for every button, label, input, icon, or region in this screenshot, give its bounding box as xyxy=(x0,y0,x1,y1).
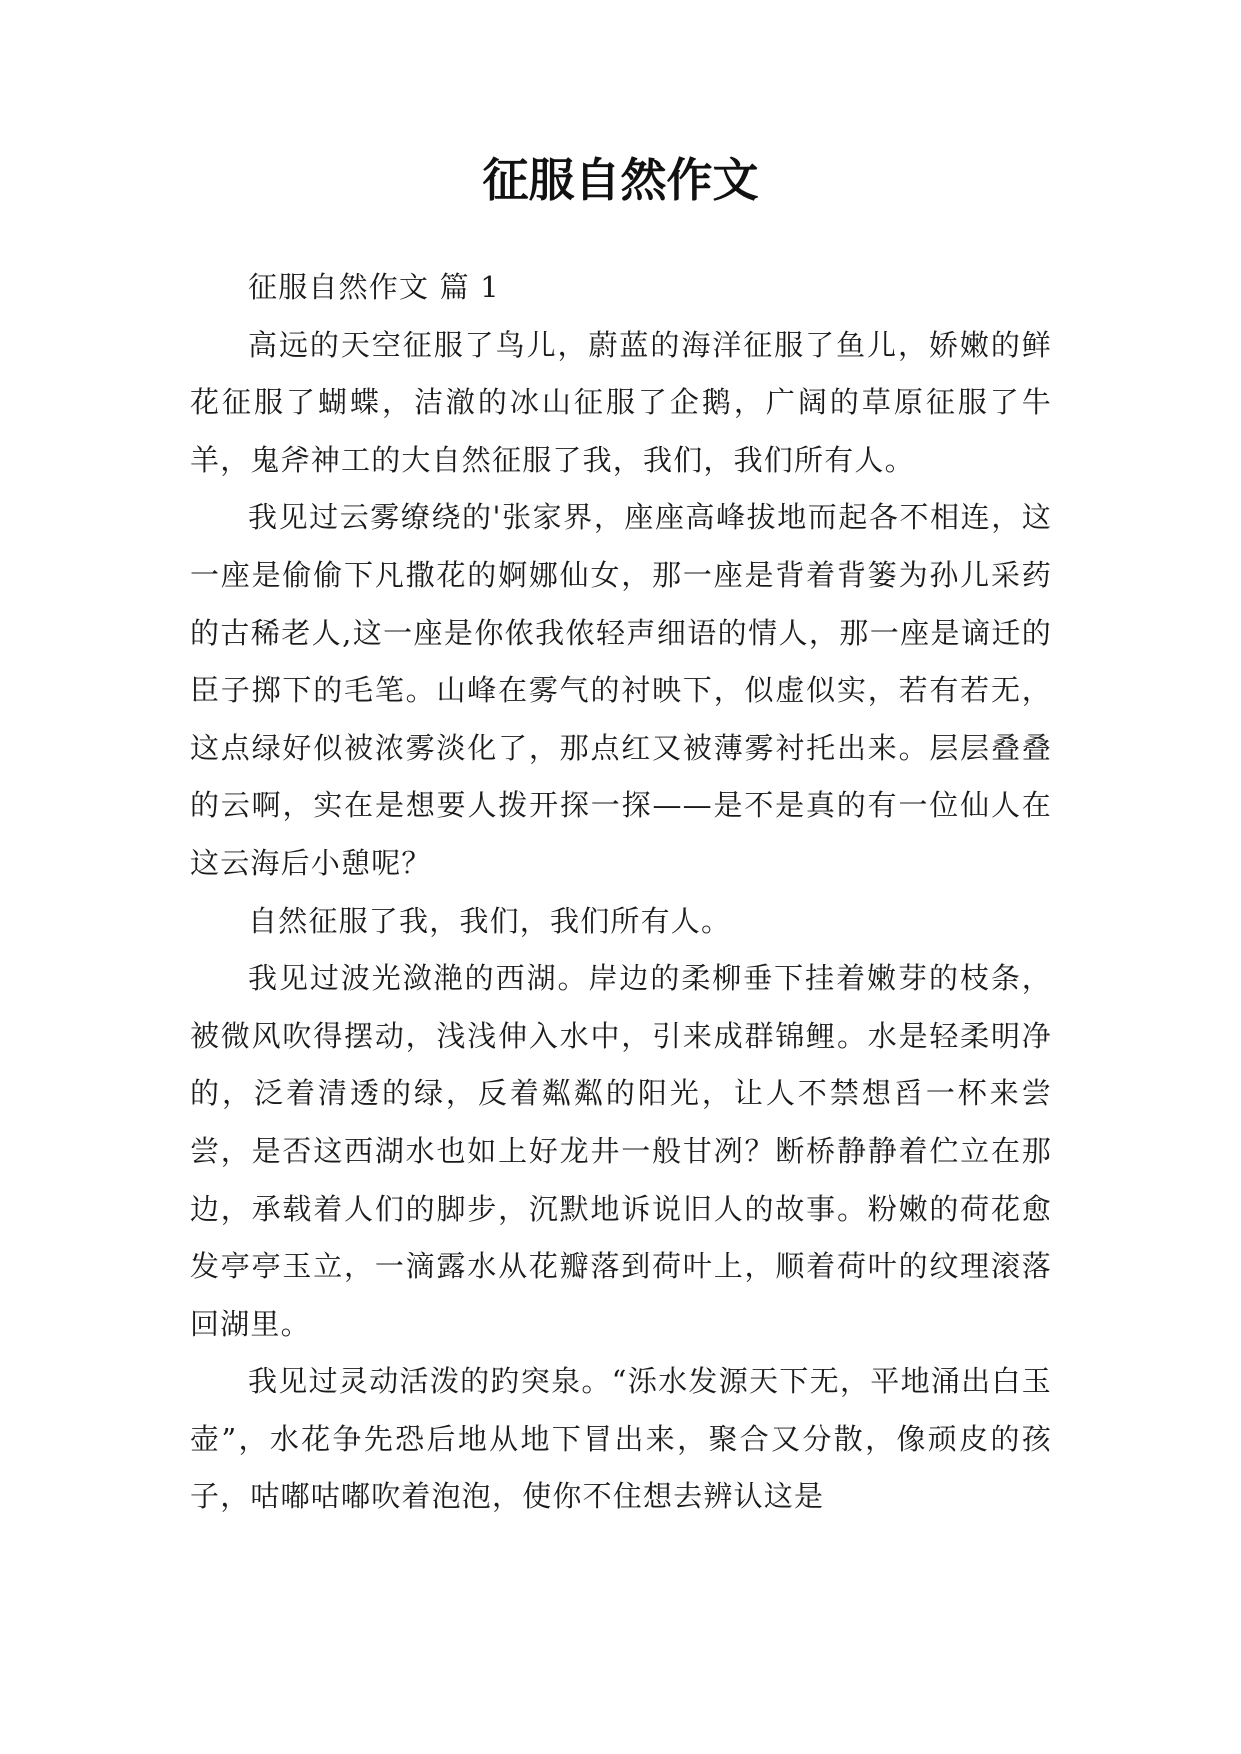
paragraph-1: 高远的天空征服了鸟儿，蔚蓝的海洋征服了鱼儿，娇嫩的鲜花征服了蝴蝶，洁澈的冰山征服了企鹅，广阔的草原征服了牛羊，鬼斧神工的大自然征服了我，我们，我们所有人。 xyxy=(190,327,1052,477)
paragraph-2: 我见过云雾缭绕的'张家界，座座高峰拔地而起各不相连，这一座是偷偷下凡撒花的婀娜仙女，那一座是背着背篓为孙儿采药的古稀老人,这一座是你侬我侬轻声细语的情人，那一座是谪迁的臣子掷下的毛笔。山峰在雾气的衬映下，似虚似实，若有若无，这点绿好似被浓雾淡化了，那点红又被薄雾衬托出来。层层叠叠的云啊，实在是想要人拨开探一探——是不是真的有一位仙人在这云海后小憩呢？ xyxy=(190,500,1052,880)
section-heading: 征服自然作文 篇 1 xyxy=(248,270,500,304)
paragraph-3: 自然征服了我，我们，我们所有人。 xyxy=(248,903,732,938)
paragraph-5: 我见过灵动活泼的趵突泉。“泺水发源天下无，平地涌出白玉壶”，水花争先恐后地从地下冒出来，聚合又分散，像顽皮的孩子，咕嘟咕嘟吹着泡泡，使你不住想去辨认这是 xyxy=(190,1364,1052,1514)
document-title: 征服自然作文 xyxy=(482,153,759,207)
document-body xyxy=(190,259,1052,1526)
paragraph-4: 我见过波光潋滟的西湖。岸边的柔柳垂下挂着嫩芽的枝条，被微风吹得摆动，浅浅伸入水中，引来成群锦鲤。水是轻柔明净的，泛着清透的绿，反着粼粼的阳光，让人不禁想舀一杯来尝尝，是否这西湖水也如上好龙井一般甘冽？断桥静静着伫立在那边，承载着人们的脚步，沉默地诉说旧人的故事。粉嫩的荷花愈发亭亭玉立，一滴露水从花瓣落到荷叶上，顺着荷叶的纹理滚落回湖里。 xyxy=(190,961,1052,1341)
